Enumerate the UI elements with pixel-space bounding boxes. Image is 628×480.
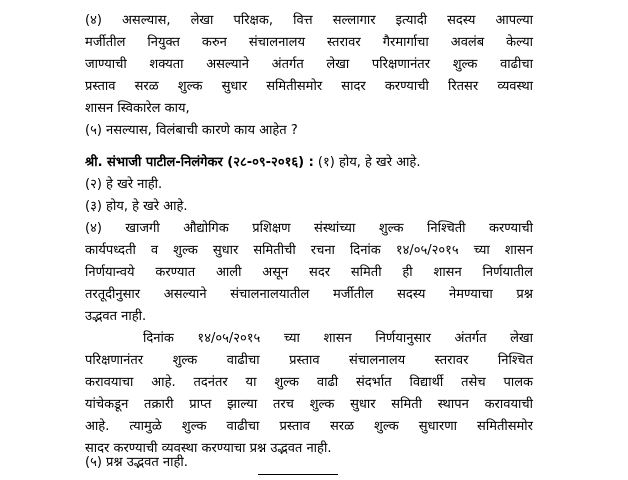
answer-line-final: (५) प्रश्न उद्भवत नाही. [85,455,188,470]
answer-line-2: (२) हे खरे नाही. [85,177,163,192]
answer-line-7: तरतूदीनुसार असल्याने संचालनालयातील मर्जीतील सदस्य नेमण्याचा प्रश्न [85,287,533,302]
answer-paragraph-2-line-5: आहे. त्यामुळे शुल्क वाढीचा प्रस्ताव सरळ शुल्क सुधारणा समितीसमोर [85,419,533,434]
answer-paragraph-2-line-6: सादर करण्याची व्यवस्था करण्याचा प्रश्न उद्भवत नाही. [85,441,332,456]
question-line-3: जाण्याची शक्यता असल्याने अंतर्गत लेखा परिक्षणानंतर शुल्क वाढीचा [85,57,533,72]
answer-paragraph-2-line-2: परिक्षणानंतर शुल्क वाढीचा प्रस्ताव संचालनालय स्तरावर निश्चित [85,353,533,368]
question-line-2: मर्जीतील नियुक्त करुन संचालनालय स्तरावर गैरमार्गाचा अवलंब केल्या [85,35,533,50]
answer-line-4: (४) खाजगी औद्योगिक प्रशिक्षण संस्थांच्या शुल्क निश्चिती करण्याची [85,221,533,236]
answer-speaker: श्री. संभाजी पाटील-निलंगेकर (२८-०९-२०१६) : [85,155,314,170]
answer-paragraph-2-line-3: करावयाचा आहे. तदनंतर या शुल्क वाढी संदर्भात विद्यार्थी तसेच पालक [85,375,533,390]
question-line-1: (४) असल्यास, लेखा परिक्षक, वित्त सल्लागार इत्यादी सदस्य आपल्या [85,13,533,28]
answer-line-5: कार्यपध्दती व शुल्क सुधार समितीची रचना दिनांक १४/०५/२०१५ च्या शासन [85,243,533,258]
answer-line-8: उद्भवत नाही. [85,309,147,324]
answer-paragraph-2-line-1: दिनांक १४/०५/२०१५ च्या शासन निर्णयानुसार अंतर्गत लेखा [143,331,533,346]
answer-header-line [85,155,533,172]
question-line-5: शासन स्विकारेल काय, [85,101,190,116]
answer-line-6: निर्णयान्वये करण्यात आली असून सदर समिती ही शासन निर्णयातील [85,265,533,280]
question-line-4: प्रस्ताव सरळ शुल्क सुधार समितीसमोर सादर करण्याची रितसर व्यवस्था [85,79,533,94]
answer-paragraph-2-line-4: यांचेकडून तक्रारी प्राप्त झाल्या तरच शुल्क सुधार समिती स्थापन करावयाची [85,397,533,412]
answer-line-3: (३) होय, हे खरे आहे. [85,199,188,214]
question-line-6: (५) नसल्यास, विलंबाची कारणे काय आहेत ? [85,123,298,138]
section-divider [258,474,338,475]
answer-first-item: (१) होय, हे खरे आहे. [313,155,421,170]
